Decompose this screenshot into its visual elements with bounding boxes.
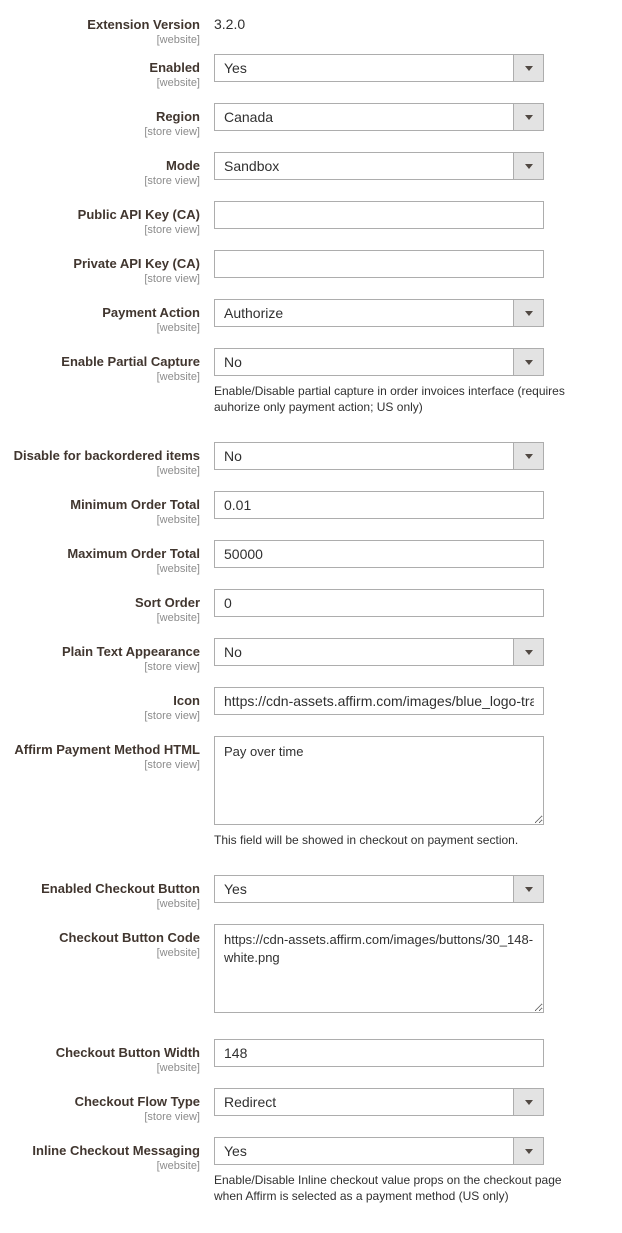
field-scope-label: [website] xyxy=(156,514,200,526)
field-label-cell xyxy=(0,152,200,188)
field-row-minimum-order-total xyxy=(0,491,622,527)
select-caret-button xyxy=(513,1089,543,1115)
field-scope-label: [website] xyxy=(156,612,200,624)
field-label-cell xyxy=(0,250,200,286)
field-label: Enabled Checkout Button xyxy=(41,881,200,896)
public-api-key-ca-input[interactable] xyxy=(214,201,544,229)
field-label-cell xyxy=(0,442,200,478)
field-scope-label: [store view] xyxy=(144,759,200,771)
chevron-down-icon xyxy=(525,115,533,120)
field-control-cell xyxy=(214,103,544,131)
field-label-cell xyxy=(0,299,200,335)
mode-select[interactable] xyxy=(214,152,544,180)
field-control-cell xyxy=(214,54,544,82)
private-api-key-ca-input[interactable] xyxy=(214,250,544,278)
field-row-affirm-payment-method-html xyxy=(0,736,622,848)
enable-partial-capture-select[interactable] xyxy=(214,348,544,376)
select-caret-button xyxy=(513,443,543,469)
affirm-payment-method-html-textarea[interactable] xyxy=(214,736,544,825)
field-label: Minimum Order Total xyxy=(70,497,200,512)
field-row-extension-version xyxy=(0,11,622,47)
field-scope-label: [website] xyxy=(156,1062,200,1074)
field-label: Checkout Flow Type xyxy=(74,1094,200,1109)
select-value: Canada xyxy=(224,109,274,125)
select-value: Yes xyxy=(224,60,247,76)
select-caret-button xyxy=(513,349,543,375)
maximum-order-total-input[interactable] xyxy=(214,540,544,568)
field-row-payment-action xyxy=(0,299,622,335)
field-control-cell xyxy=(214,875,544,903)
field-label: Enable Partial Capture xyxy=(61,354,200,369)
select-value: No xyxy=(224,448,242,464)
icon-input[interactable] xyxy=(214,687,544,715)
select-caret-button xyxy=(513,639,543,665)
select-value: Yes xyxy=(224,881,247,897)
inline-checkout-messaging-note: Enable/Disable Inline checkout value props on the checkout page when Affirm is selected as a payment method (US only) xyxy=(214,1173,562,1203)
field-label-cell xyxy=(0,491,200,527)
field-control-cell xyxy=(214,250,544,278)
field-label-cell xyxy=(0,687,200,723)
field-row-icon xyxy=(0,687,622,723)
field-label-cell xyxy=(0,54,200,90)
select-caret-button xyxy=(513,104,543,130)
payment-action-select[interactable] xyxy=(214,299,544,327)
field-row-sort-order xyxy=(0,589,622,625)
field-label: Icon xyxy=(173,693,200,708)
field-row-disable-for-backordered-items xyxy=(0,442,622,478)
disable-for-backordered-items-select[interactable] xyxy=(214,442,544,470)
chevron-down-icon xyxy=(525,1100,533,1105)
chevron-down-icon xyxy=(525,360,533,365)
select-value: No xyxy=(224,644,242,660)
field-control-cell xyxy=(214,299,544,327)
field-scope-label: [website] xyxy=(156,898,200,910)
region-select[interactable] xyxy=(214,103,544,131)
field-label-cell xyxy=(0,1137,200,1173)
enable-partial-capture-note: Enable/Disable partial capture in order invoices interface (requires auhorize only payment action; US only) xyxy=(214,384,565,414)
field-label-cell xyxy=(0,103,200,139)
field-scope-label: [store view] xyxy=(144,661,200,673)
field-control-cell xyxy=(214,736,544,848)
select-caret-button xyxy=(513,300,543,326)
chevron-down-icon xyxy=(525,164,533,169)
field-control-cell xyxy=(214,152,544,180)
select-caret-button xyxy=(513,153,543,179)
checkout-flow-type-select[interactable] xyxy=(214,1088,544,1116)
field-label: Private API Key (CA) xyxy=(73,256,200,271)
field-label-cell xyxy=(0,348,200,384)
field-label-cell xyxy=(0,638,200,674)
field-label: Payment Action xyxy=(102,305,200,320)
field-label-cell xyxy=(0,201,200,237)
field-scope-label: [website] xyxy=(156,563,200,575)
field-label: Plain Text Appearance xyxy=(62,644,200,659)
field-row-private-api-key-ca xyxy=(0,250,622,286)
field-scope-label: [website] xyxy=(156,322,200,334)
select-value: Yes xyxy=(224,1143,247,1159)
enabled-checkout-button-select[interactable] xyxy=(214,875,544,903)
plain-text-appearance-select[interactable] xyxy=(214,638,544,666)
sort-order-input[interactable] xyxy=(214,589,544,617)
field-label-cell xyxy=(0,736,200,772)
field-row-enabled xyxy=(0,54,622,90)
field-scope-label: [store view] xyxy=(144,175,200,187)
select-caret-button xyxy=(513,55,543,81)
field-label: Enabled xyxy=(149,60,200,75)
field-row-checkout-flow-type xyxy=(0,1088,622,1124)
field-label: Extension Version xyxy=(87,17,200,32)
enabled-select[interactable] xyxy=(214,54,544,82)
field-label-cell xyxy=(0,589,200,625)
field-label: Sort Order xyxy=(134,595,200,610)
field-label-cell xyxy=(0,11,200,47)
field-scope-label: [website] xyxy=(156,947,200,959)
field-row-public-api-key-ca xyxy=(0,201,622,237)
field-scope-label: [store view] xyxy=(144,273,200,285)
select-caret-button xyxy=(513,876,543,902)
field-scope-label: [store view] xyxy=(144,1111,200,1123)
field-row-enabled-checkout-button xyxy=(0,875,622,911)
field-label: Mode xyxy=(166,158,200,173)
field-control-cell xyxy=(214,638,544,666)
chevron-down-icon xyxy=(525,887,533,892)
field-control-cell xyxy=(214,924,544,1013)
field-label: Disable for backordered items xyxy=(13,448,200,463)
field-control-cell xyxy=(214,348,565,415)
field-control-cell xyxy=(214,1088,544,1116)
extension-version-value: 3.2.0 xyxy=(214,16,246,32)
field-label-cell xyxy=(0,1039,200,1075)
checkout-button-code-textarea[interactable] xyxy=(214,924,544,1013)
field-control-cell xyxy=(214,1137,562,1204)
field-label: Checkout Button Width xyxy=(55,1045,200,1060)
field-label: Affirm Payment Method HTML xyxy=(14,742,200,757)
field-scope-label: [website] xyxy=(156,465,200,477)
chevron-down-icon xyxy=(525,311,533,316)
affirm-payment-method-html-note: This field will be showed in checkout on payment section. xyxy=(214,833,519,847)
field-row-checkout-button-width xyxy=(0,1039,622,1075)
field-scope-label: [website] xyxy=(156,77,200,89)
field-label: Region xyxy=(155,109,200,124)
field-label: Checkout Button Code xyxy=(59,930,200,945)
field-label: Public API Key (CA) xyxy=(77,207,200,222)
field-row-maximum-order-total xyxy=(0,540,622,576)
field-control-cell xyxy=(214,201,544,229)
minimum-order-total-input[interactable] xyxy=(214,491,544,519)
field-row-enable-partial-capture xyxy=(0,348,622,415)
select-caret-button xyxy=(513,1138,543,1164)
field-control-cell xyxy=(214,540,544,568)
field-label-cell xyxy=(0,924,200,960)
select-value: Sandbox xyxy=(224,158,280,174)
field-scope-label: [store view] xyxy=(144,710,200,722)
field-scope-label: [store view] xyxy=(144,126,200,138)
field-control-cell xyxy=(214,687,544,715)
field-scope-label: [website] xyxy=(156,371,200,383)
chevron-down-icon xyxy=(525,66,533,71)
field-label: Inline Checkout Messaging xyxy=(32,1143,200,1158)
chevron-down-icon xyxy=(525,454,533,459)
select-value: Redirect xyxy=(224,1094,277,1110)
field-control-cell xyxy=(214,442,544,470)
checkout-button-width-input[interactable] xyxy=(214,1039,544,1067)
field-control-cell xyxy=(214,491,544,519)
field-row-mode xyxy=(0,152,622,188)
field-scope-label: [website] xyxy=(156,34,200,46)
chevron-down-icon xyxy=(525,1149,533,1154)
select-value: Authorize xyxy=(224,305,284,321)
field-label: Maximum Order Total xyxy=(67,546,200,561)
field-row-region xyxy=(0,103,622,139)
field-row-checkout-button-code xyxy=(0,924,622,1013)
field-control-cell xyxy=(214,589,544,617)
select-value: No xyxy=(224,354,242,370)
field-label-cell xyxy=(0,540,200,576)
field-scope-label: [store view] xyxy=(144,224,200,236)
chevron-down-icon xyxy=(525,650,533,655)
inline-checkout-messaging-select[interactable] xyxy=(214,1137,544,1165)
field-scope-label: [website] xyxy=(156,1160,200,1172)
field-control-cell xyxy=(214,11,544,33)
field-row-inline-checkout-messaging xyxy=(0,1137,622,1204)
field-label-cell xyxy=(0,1088,200,1124)
field-row-plain-text-appearance xyxy=(0,638,622,674)
field-control-cell xyxy=(214,1039,544,1067)
field-label-cell xyxy=(0,875,200,911)
